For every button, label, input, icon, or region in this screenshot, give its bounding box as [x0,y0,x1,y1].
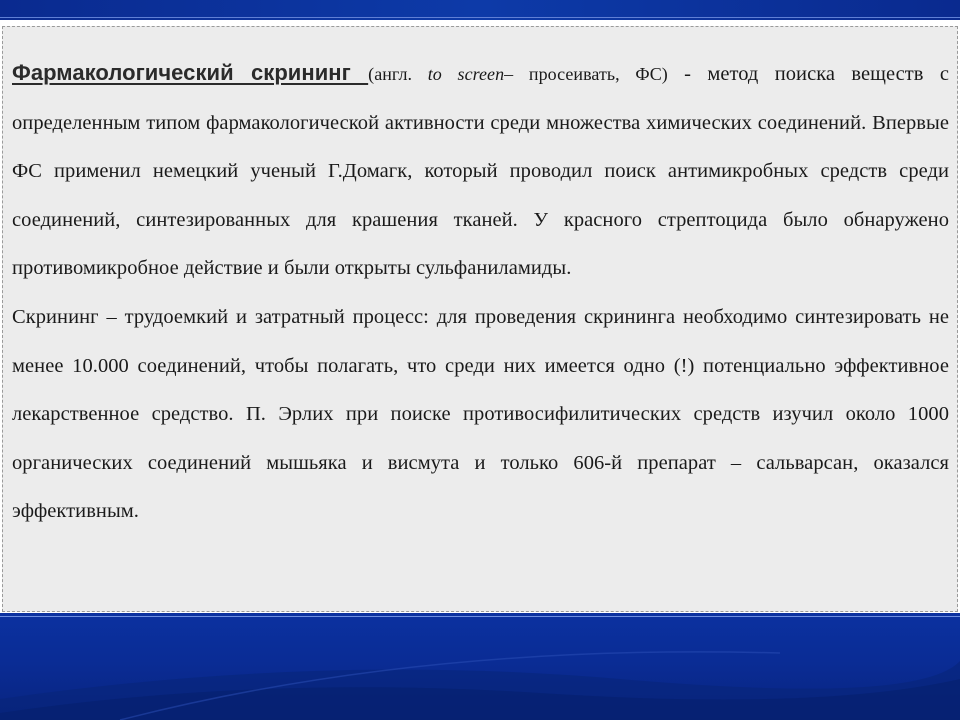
term-heading: Фармакологический скрининг [12,60,369,85]
screening-cost-paragraph: Скрининг – трудоемкий и затратный процесс: для проведения скрининга необходимо синтезировать не менее 10.000 соединений, чтобы полагать, что среди них имеется одно (!) потенциально эффективное лекарственное средство. П. Эрлих при поиске противосифилитических средств изучил около 1000 органических соединений мышьяка и висмута и только 606-й препарат – сальварсан, оказался эффективным. [12,305,949,523]
top-band-stripe [0,17,960,18]
slide-text-panel [2,26,958,612]
top-decorative-band [0,0,960,20]
definition-body: - метод поиска веществ с определенным типом фармакологической активности среди множества химических соединений. Впервые ФС применил немецкий ученый Г.Домагк, который проводил поиск антимикробных средств среди соединений, синтезированных для крашения тканей. У красного стрептоцида было обнаружено противомикробное действие и были открыты сульфаниламиды. [12,63,950,280]
bottom-decorative-band [0,613,960,720]
english-gloss-rest: – просеивать, ФС) [504,64,668,84]
definition-paragraph [12,49,949,293]
english-gloss-open: (англ. [368,64,428,84]
swoosh-decoration [0,613,960,720]
english-term: to screen [427,64,505,84]
